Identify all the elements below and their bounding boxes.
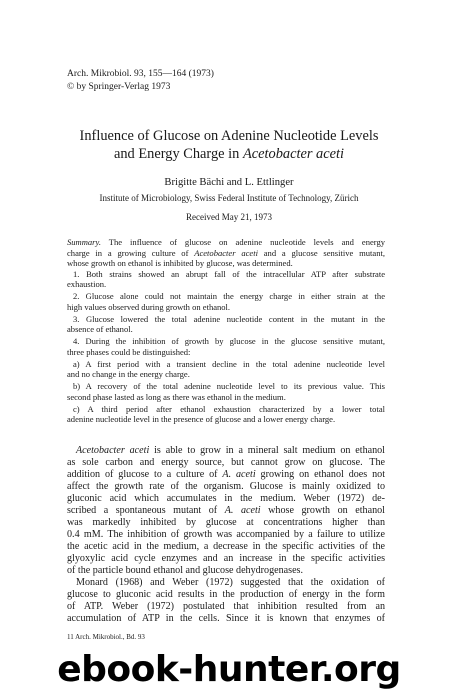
body-line: glucose to gluconic acid results in the production of energy in the form	[67, 589, 385, 600]
summary-line: high values observed during growth on ethanol.	[67, 301, 231, 312]
watermark-logo: ebook-hunter.org	[57, 649, 401, 690]
summary-line: whose growth on ethanol is inhibited by glucose, was determined.	[67, 258, 293, 268]
body-text-span: addition of glucose to a culture of	[67, 469, 223, 480]
summary-point-1: 1. Both strains showed an abrupt fall of the intracellular ATP after substrate	[73, 268, 385, 279]
body-line: accumulation of ATP in the cells. Since it is known that enzymes of	[67, 613, 385, 624]
authors: Brigitte Bächi and L. Ettlinger	[164, 177, 294, 188]
paper-title-line1: Influence of Glucose on Adenine Nucleotide Levels	[79, 128, 379, 144]
body-line: the acetic acid in the medium, a decrease in the specific activities of the	[67, 541, 385, 552]
body-line	[67, 505, 385, 517]
summary-label: Summary.	[67, 237, 101, 247]
paper-title-line2	[40, 146, 418, 163]
body-line: as sole carbon and energy source, but cannot grow on glucose. The	[67, 457, 385, 468]
summary-point-4: 4. During the inhibition of growth by glucose in the glucose sensitive mutant,	[73, 336, 385, 346]
summary-line: absence of ethanol.	[67, 324, 133, 334]
body-line: gluconic acid which accumulates in the medium. Weber (1972) de-	[67, 493, 385, 504]
body-line: of the particle bound ethanol and glucose dehydrogenases.	[67, 565, 304, 576]
summary-line: second phase lasted as long as there was ethanol in the medium.	[67, 391, 286, 402]
title-text: and Energy Charge in	[113, 146, 243, 162]
summary-subpoint-b: b) A recovery of the total adenine nucleotide level to its previous value. This	[73, 381, 385, 391]
summary-line: three phases could be distinguished:	[67, 346, 191, 357]
body-line: 0.4 mM. The inhibition of growth was accompanied by a failure to utilize	[67, 529, 385, 540]
body-line	[76, 445, 385, 457]
body-text-span: scribed a spontaneous mutant of	[67, 505, 225, 516]
summary-line	[67, 237, 385, 248]
body-line: Monard (1968) and Weber (1972) suggested that the oxidation of	[76, 577, 385, 588]
summary-line	[67, 248, 385, 259]
summary-line: exhaustion.	[67, 279, 107, 289]
summary-text: The influence of glucose on adenine nucleotide levels and energy	[100, 237, 385, 247]
page-footer: 11 Arch. Mikrobiol., Bd. 93	[67, 633, 145, 641]
body-text-span: whose growth on ethanol	[260, 505, 385, 516]
summary-subpoint-c: c) A third period after ethanol exhaustion characterized by a lower total	[73, 403, 385, 414]
body-organism: Acetobacter aceti	[76, 445, 150, 456]
summary-line: and no change in the energy charge.	[67, 369, 190, 379]
body-organism: A. aceti	[222, 469, 256, 480]
body-organism: A. aceti	[224, 505, 261, 516]
received-date: Received May 21, 1973	[186, 212, 272, 222]
affiliation: Institute of Microbiology, Swiss Federal Institute of Technology, Zürich	[99, 193, 359, 203]
copyright-notice: © by Springer-Verlag 1973	[67, 82, 171, 92]
body-line: affect the growth rate of the organism. Glucose is mainly oxidized to	[67, 481, 385, 492]
body-line	[67, 469, 385, 481]
body-text-span: growing on ethanol does not	[255, 469, 386, 480]
summary-point-3: 3. Glucose lowered the total adenine nucleotide content in the mutant in the	[73, 313, 385, 324]
summary-organism: Acetobacter aceti	[194, 247, 258, 258]
summary-point-2: 2. Glucose alone could not maintain the energy charge in either strain at the	[73, 291, 385, 301]
title-organism: Acetobacter aceti	[242, 146, 345, 162]
body-text-span: is able to grow in a mineral salt medium on ethanol	[149, 445, 385, 456]
body-line: was markedly inhibited by glucose at concentrations higher than	[67, 517, 385, 528]
summary-text: and a glucose sensitive mutant,	[257, 247, 386, 258]
summary-line: adenine nucleotide level in the presence of glucose and a lower energy charge.	[67, 414, 336, 424]
summary-text: charge in a growing culture of	[67, 247, 195, 258]
body-line: glyoxylic acid cycle enzymes and an increase in the specific activities	[67, 553, 385, 564]
journal-citation: Arch. Mikrobiol. 93, 155—164 (1973)	[67, 69, 214, 79]
body-line: of ATP. Weber (1972) postulated that inhibition resulted from an	[67, 601, 385, 612]
summary-subpoint-a: a) A first period with a transient decline in the total adenine nucleotide level	[73, 358, 385, 369]
